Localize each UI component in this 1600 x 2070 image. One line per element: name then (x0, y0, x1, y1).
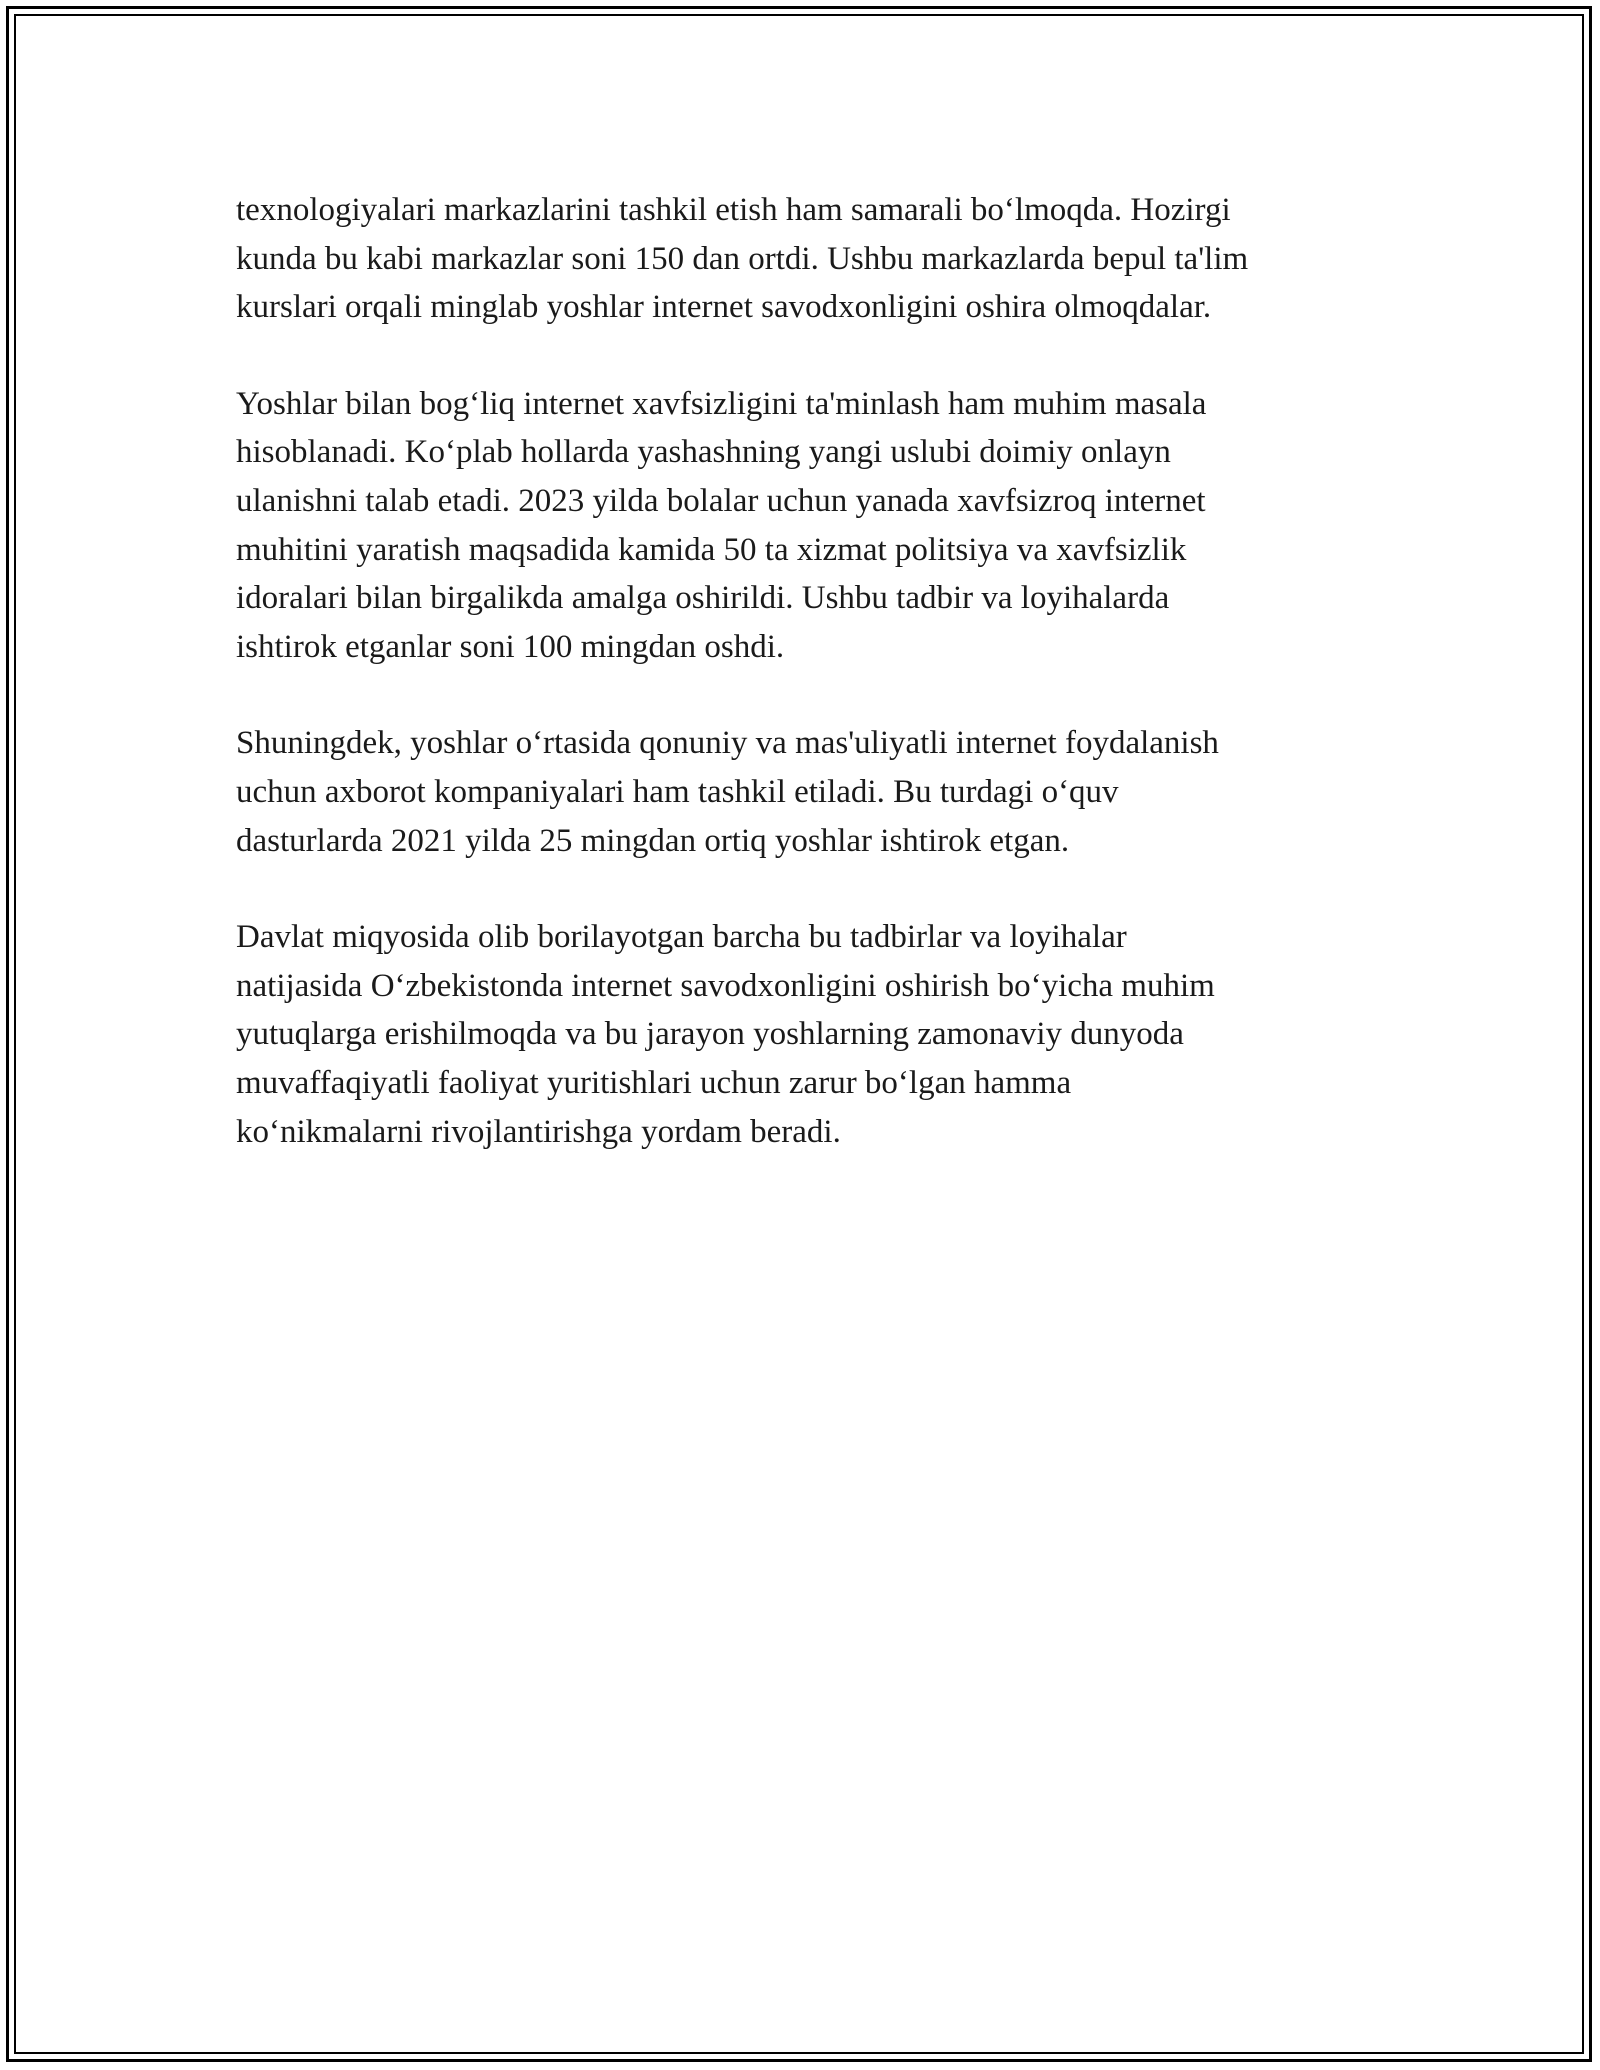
text-line: yutuqlarga erishilmoqda va bu jarayon yoshlarning zamonaviy dunyoda (236, 1016, 1184, 1053)
paragraph-conclusion (236, 913, 1386, 1156)
paragraph-centers (236, 186, 1386, 332)
document-body (236, 186, 1386, 1204)
text-line: dasturlarda 2021 yilda 25 mingdan ortiq yoshlar ishtirok etgan. (236, 822, 1070, 859)
text-line: ulanishni talab etadi. 2023 yilda bolalar uchun yanada xavfsizroq internet (236, 482, 1206, 519)
text-line: uchun axborot kompaniyalari ham tashkil etiladi. Bu turdagi o‘quv (236, 773, 1119, 810)
text-line: kunda bu kabi markazlar soni 150 dan ortdi. Ushbu markazlarda bepul ta'lim (236, 240, 1249, 277)
text-line: Yoshlar bilan bog‘liq internet xavfsizligini ta'minlash ham muhim masala (236, 385, 1207, 422)
paragraph-safety (236, 380, 1386, 672)
text-line: hisoblanadi. Ko‘plab hollarda yashashning yangi uslubi doimiy onlayn (236, 434, 1171, 471)
text-line: muhitini yaratish maqsadida kamida 50 ta xizmat politsiya va xavfsizlik (236, 531, 1187, 568)
paragraph-campaigns (236, 719, 1386, 865)
text-line: kurslari orqali minglab yoshlar internet savodxonligini oshira olmoqdalar. (236, 289, 1212, 326)
text-line: ko‘nikmalarni rivojlantirishga yordam beradi. (236, 1113, 841, 1150)
text-line: Shuningdek, yoshlar o‘rtasida qonuniy va mas'uliyatli internet foydalanish (236, 725, 1219, 762)
text-line: texnologiyalari markazlarini tashkil etish ham samarali bo‘lmoqda. Hozirgi (236, 192, 1231, 228)
text-line: natijasida O‘zbekistonda internet savodxonligini oshirish bo‘yicha muhim (236, 967, 1215, 1004)
text-line: idoralari bilan birgalikda amalga oshirildi. Ushbu tadbir va loyihalarda (236, 580, 1170, 617)
text-line: ishtirok etganlar soni 100 mingdan oshdi. (236, 628, 785, 665)
text-line: muvaffaqiyatli faoliyat yuritishlari uchun zarur bo‘lgan hamma (236, 1064, 1072, 1101)
text-line: Davlat miqyosida olib borilayotgan barcha bu tadbirlar va loyihalar (236, 919, 1127, 956)
